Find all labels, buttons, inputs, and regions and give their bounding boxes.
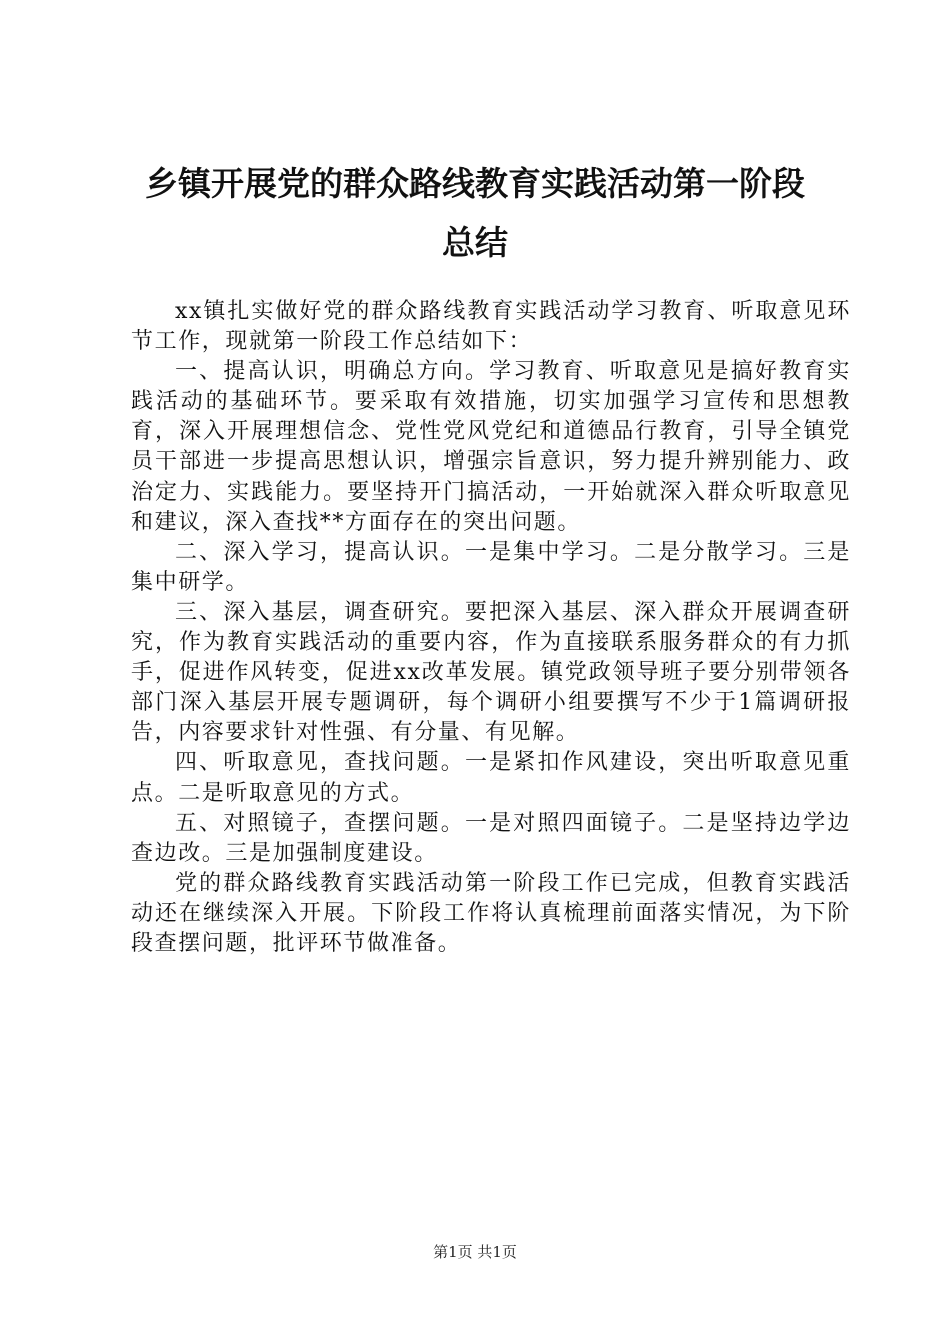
document-body [131, 297, 851, 959]
section-5-paragraph: 五、对照镜子，查摆问题。一是对照四面镜子。二是坚持边学边查边改。三是加强制度建设。 [131, 810, 851, 866]
section-2-paragraph: 二、深入学习，提高认识。一是集中学习。二是分散学习。三是集中研学。 [131, 539, 851, 595]
closing-paragraph: 党的群众路线教育实践活动第一阶段工作已完成，但教育实践活动还在继续深入开展。下阶段工作将认真梳理前面落实情况，为下阶段查摆问题，批评环节做准备。 [131, 870, 851, 956]
section-1-paragraph: 一、提高认识，明确总方向。学习教育、听取意见是搞好教育实践活动的基础环节。要采取有效措施，切实加强学习宣传和思想教育，深入开展理想信念、党性党风党纪和道德品行教育，引导全镇党员干部进一步提高思想认识，增强宗旨意识，努力提升辨别能力、政治定力、实践能力。要坚持开门搞活动，一开始就深入群众听取意见和建议，深入查找**方面存在的突出问题。 [131, 359, 851, 535]
document-title-line-1: 乡镇开展党的群众路线教育实践活动第一阶段 [145, 164, 805, 203]
section-4-paragraph: 四、听取意见，查找问题。一是紧扣作风建设，突出听取意见重点。二是听取意见的方式。 [131, 750, 851, 806]
intro-paragraph: xx镇扎实做好党的群众路线教育实践活动学习教育、听取意见环节工作，现就第一阶段工作总结如下： [131, 299, 851, 355]
page-number-footer: 第1页 共1页 [433, 1243, 517, 1261]
document-title-line-2: 总结 [442, 223, 508, 262]
section-3-paragraph: 三、深入基层，调查研究。要把深入基层、深入群众开展调查研究，作为教育实践活动的重要内容，作为直接联系服务群众的有力抓手，促进作风转变，促进xx改革发展。镇党政领导班子要分别带领各部门深入基层开展专题调研，每个调研小组要撰写不少于1篇调研报告，内容要求针对性强、有分量、有见解。 [131, 599, 851, 746]
